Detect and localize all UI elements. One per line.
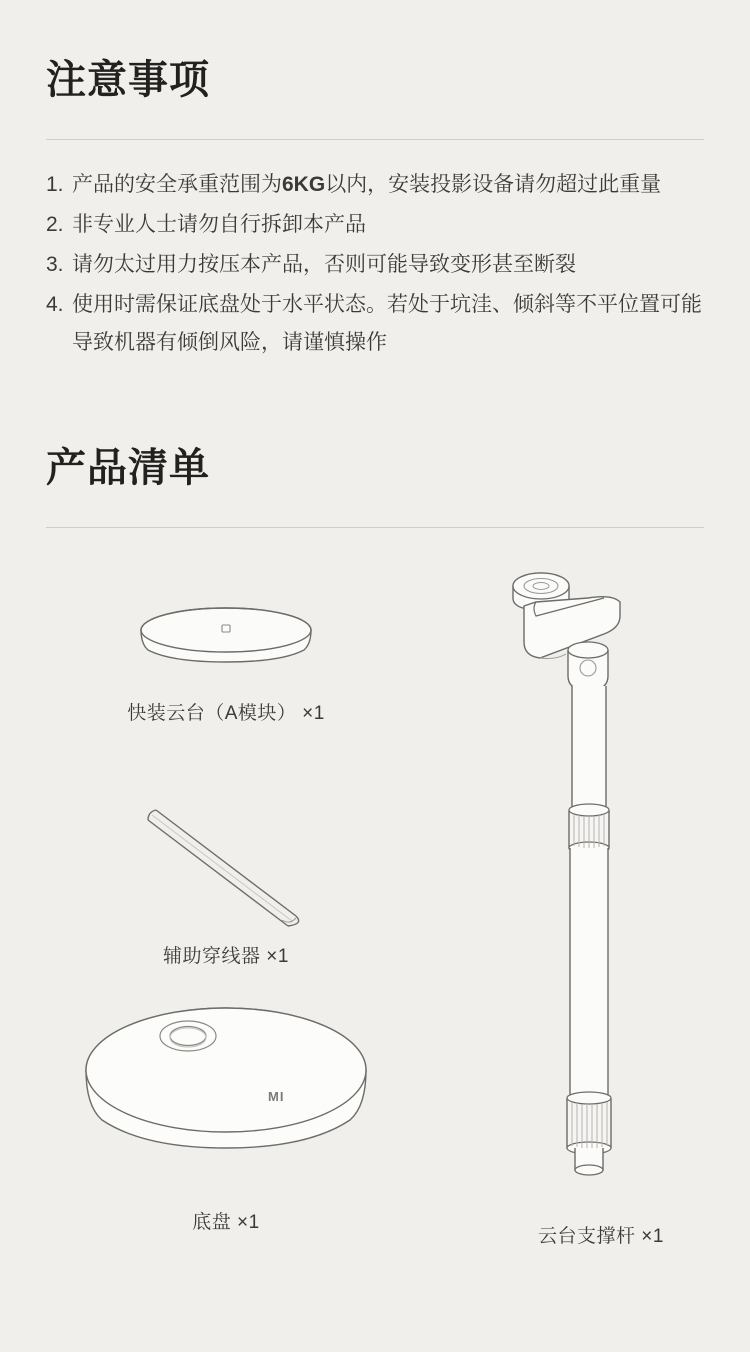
- notice-item-text-post: 以内，安装投影设备请勿超过此重量: [325, 173, 662, 196]
- list-item: [46, 286, 704, 362]
- base-illustration: [46, 978, 406, 1193]
- notice-item-text: [72, 166, 704, 204]
- quick-release-plate-caption: 快装云台（A模块） ×1: [127, 703, 325, 724]
- notice-item-text: 使用时需保证底盘处于水平状态。若处于坑洼、倾斜等不平位置可能导致机器有倾倒风险，请谨慎操作: [72, 293, 702, 354]
- product-list-gallery: [46, 558, 704, 1278]
- product-list-divider: [46, 527, 704, 528]
- notice-item-text: 非专业人士请勿自行拆卸本产品: [72, 213, 366, 236]
- notice-section-title: 注意事项: [46, 58, 210, 102]
- list-item: [46, 166, 704, 204]
- notice-item-text-pre: 产品的安全承重范围为: [72, 173, 282, 196]
- list-item: [46, 246, 704, 284]
- product-item-base: [46, 978, 406, 1234]
- product-list-section-title: 产品清单: [46, 446, 210, 490]
- quick-release-plate-illustration: [66, 578, 386, 688]
- product-item-support-pole: [436, 558, 750, 1248]
- product-item-threader: [66, 798, 386, 968]
- notice-item-number: 1.: [46, 173, 64, 196]
- notice-item-number: 4.: [46, 293, 64, 316]
- notice-item-number: 2.: [46, 213, 64, 236]
- support-pole-caption: 云台支撑杆 ×1: [538, 1226, 664, 1247]
- notice-item-number: 3.: [46, 253, 64, 276]
- notice-list: [46, 140, 704, 362]
- list-item: [46, 206, 704, 244]
- notice-item-text: 请勿太过用力按压本产品，否则可能导致变形甚至断裂: [72, 253, 576, 276]
- brand-logo-text: MI: [268, 1089, 285, 1104]
- notice-item-text-strong: 6KG: [282, 173, 326, 196]
- threader-illustration: [66, 798, 386, 933]
- threader-caption: 辅助穿线器 ×1: [163, 946, 289, 967]
- base-caption: 底盘 ×1: [192, 1212, 260, 1233]
- product-item-quick-release-plate: [66, 578, 386, 725]
- support-pole-illustration: [436, 558, 750, 1213]
